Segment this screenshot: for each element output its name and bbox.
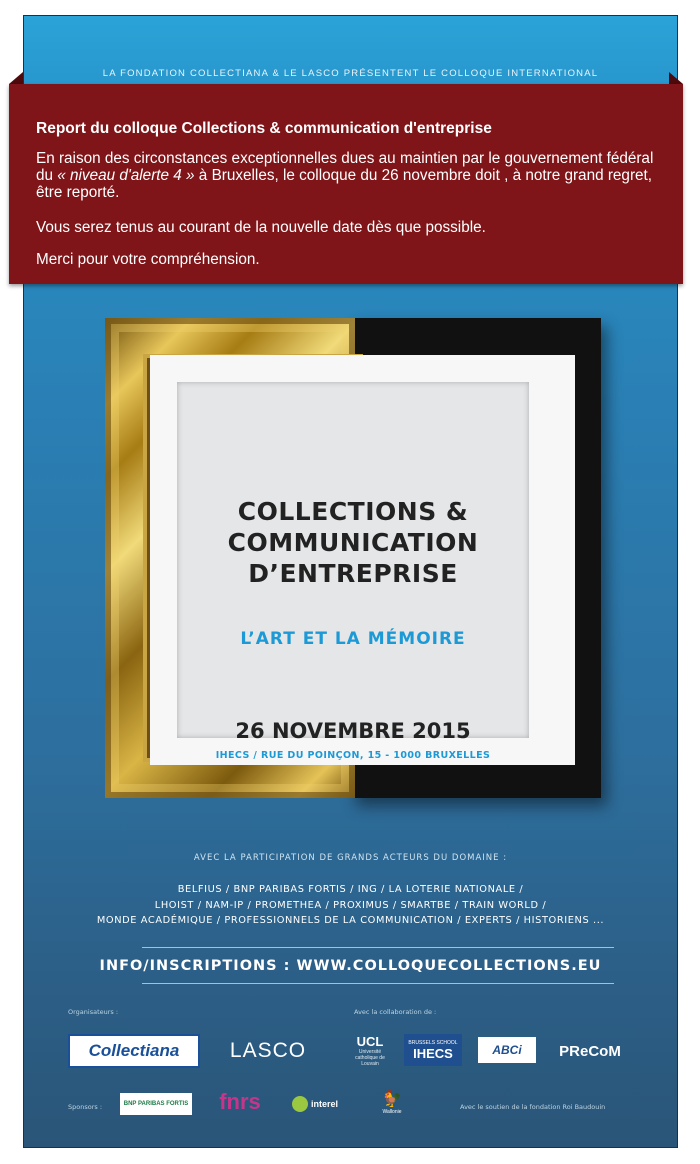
bnp-paribas-logo: BNP PARIBAS FORTIS — [120, 1093, 192, 1115]
colloque-date: 26 NOVEMBRE 2015 — [235, 719, 471, 743]
poster-top-line: LA FONDATION COLLECTIANA & LE LASCO PRÉSENTENT LE COLLOQUE INTERNATIONAL — [102, 68, 599, 79]
info-inscriptions[interactable]: INFO/INSCRIPTIONS : WWW.COLLOQUECOLLECTIONS.EU — [99, 958, 602, 974]
fnrs-logo: fnrs — [219, 1089, 261, 1114]
partner-list — [24, 882, 677, 929]
ucl-logo — [352, 1028, 388, 1072]
title-line-1: COLLECTIONS & — [237, 497, 469, 526]
organisateurs-label: Organisateurs : — [68, 1008, 119, 1016]
ucl-logo-subtext: Université catholique de Louvain — [355, 1048, 385, 1067]
picture-frame — [105, 318, 601, 798]
title-line-3: D’ENTREPRISE — [248, 559, 458, 588]
lasco-logo: LASCO — [229, 1039, 307, 1062]
sponsors-label: Sponsors : — [68, 1103, 103, 1111]
ihecs-logo-text: IHECS — [413, 1045, 453, 1061]
postponement-notice — [9, 84, 683, 284]
banner-fold-right — [669, 72, 683, 84]
interel-globe-icon — [292, 1096, 308, 1112]
ihecs-logo-top: BRUSSELS SCHOOL — [408, 1039, 458, 1046]
wallonie-logo-text: Wallonie — [382, 1109, 402, 1115]
partner-line-1: BELFIUS / BNP PARIBAS FORTIS / ING / LA LOTERIE NATIONALE / — [177, 884, 524, 895]
notice-heading: Report du colloque Collections & communication d'entreprise — [36, 120, 492, 137]
wallonie-rooster-icon: 🐓 — [382, 1091, 402, 1108]
notice-alert-level: « niveau d'alerte 4 » — [57, 167, 195, 184]
notice-paragraph-2: Vous serez tenus au courant de la nouvelle date dès que possible. — [36, 219, 486, 236]
notice-p1-end: à Bruxelles, le colloque du 26 novembre doit , à notre grand regret, être reporté. — [36, 167, 653, 201]
collectiana-logo: Collectiana — [68, 1034, 200, 1068]
info-rule-top — [142, 947, 614, 948]
colloque-title — [177, 496, 529, 589]
frame-inner-panel — [177, 382, 529, 761]
title-line-2: COMMUNICATION — [227, 528, 479, 557]
precom-logo: PReCoM — [559, 1042, 621, 1060]
collaboration-label: Avec la collaboration de : — [354, 1008, 437, 1016]
wallonie-logo — [374, 1086, 410, 1120]
notice-paragraph-3: Merci pour votre compréhension. — [36, 251, 260, 268]
interel-logo-text: interel — [310, 1099, 338, 1109]
colloque-subtitle: L’ART ET LA MÉMOIRE — [240, 629, 466, 649]
info-rule-bottom — [142, 983, 614, 984]
ihecs-logo — [404, 1034, 462, 1066]
partner-line-3: MONDE ACADÉMIQUE / PROFESSIONNELS DE LA COMMUNICATION / EXPERTS / HISTORIENS ... — [96, 915, 605, 926]
participation-line: AVEC LA PARTICIPATION DE GRANDS ACTEURS DU DOMAINE : — [193, 853, 508, 863]
soutien-label: Avec le soutien de la fondation Roi Baudouin — [460, 1103, 606, 1111]
notice-p1-start: En raison des circonstances exceptionnelles dues au maintien par le gouvernement fédéral du — [36, 150, 654, 184]
interel-logo — [286, 1093, 344, 1115]
partner-line-2: LHOIST / NAM-IP / PROMETHEA / PROXIMUS / SMARTBE / TRAIN WORLD / — [154, 899, 547, 911]
banner-fold-left — [9, 72, 23, 84]
notice-paragraph-1 — [36, 150, 663, 201]
colloque-address: IHECS / RUE DU POINÇON, 15 - 1000 BRUXELLES — [215, 750, 491, 761]
abci-logo: ABCi — [478, 1037, 536, 1063]
ucl-logo-text: UCL — [356, 1033, 384, 1049]
